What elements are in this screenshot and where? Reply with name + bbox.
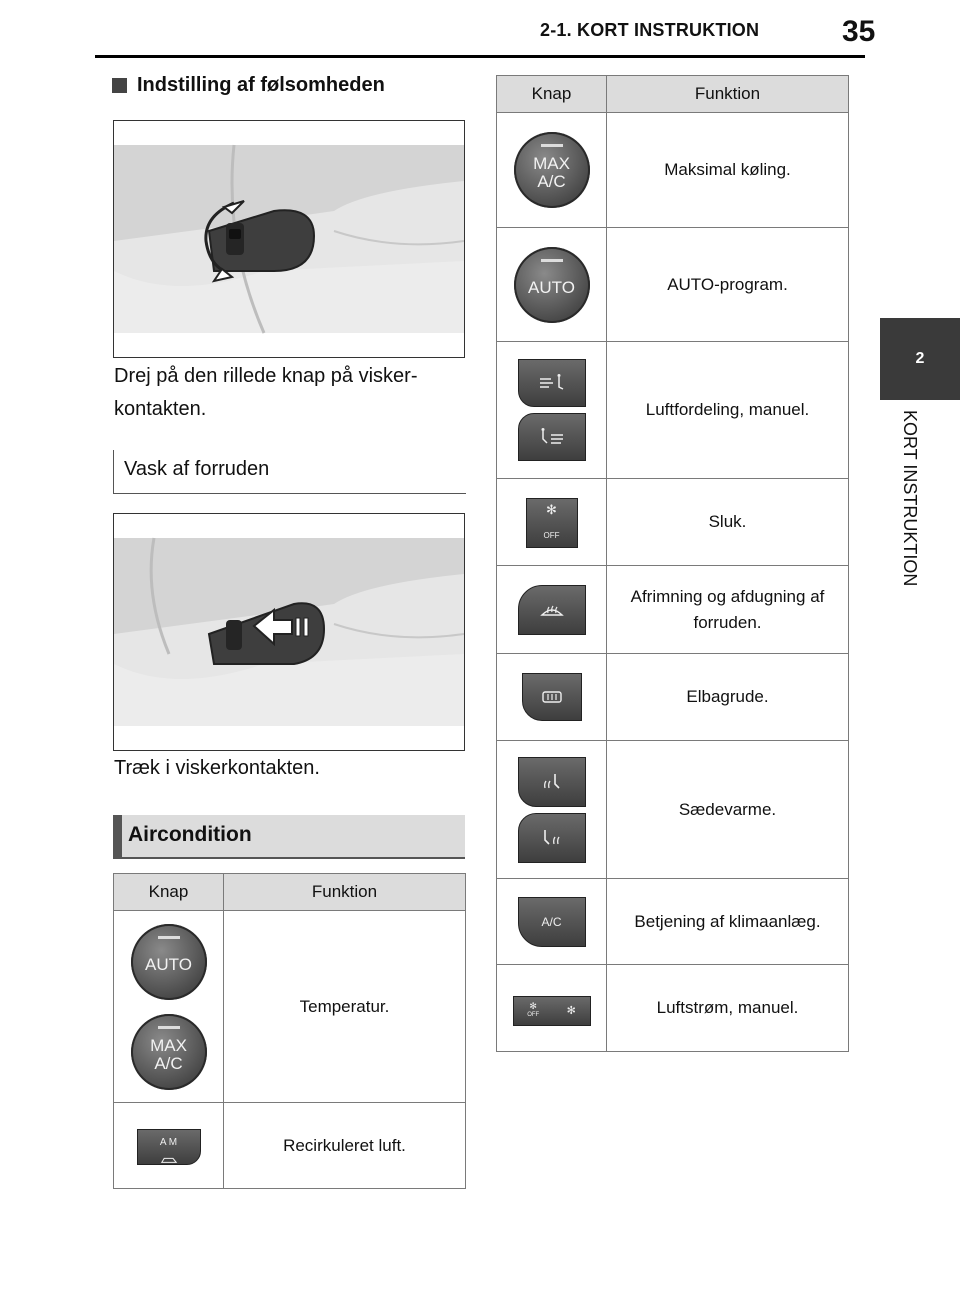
table-row <box>497 228 849 342</box>
wiper-knob-illustration <box>113 120 465 358</box>
air-distribution-icon <box>501 353 602 467</box>
car-icon <box>158 1156 180 1164</box>
instruction-rotate: Drej på den rillede knap på visker-kontakten. <box>114 365 418 420</box>
aircon-table-right <box>496 75 849 1052</box>
windshield-defrost-icon <box>518 585 586 635</box>
square-bullet-icon <box>112 78 127 93</box>
ac-button-icon <box>518 897 586 947</box>
table-row <box>497 654 849 741</box>
fan-off-button-icon <box>526 498 578 548</box>
wiper-knob-drawing <box>114 121 464 357</box>
max-ac-button-icon <box>131 1014 207 1090</box>
function-cell: Sluk. <box>607 479 849 566</box>
button-cell <box>497 566 607 654</box>
table-row <box>497 479 849 566</box>
section-header-text: Aircondition <box>128 823 252 846</box>
button-cell <box>497 342 607 479</box>
button-label: AUTO <box>145 954 192 974</box>
column-header-function: Funktion <box>224 874 466 911</box>
fan-icon: ✻ <box>546 502 557 517</box>
column-header-function: Funktion <box>607 76 849 113</box>
seat-heating-icon <box>501 751 602 869</box>
button-label: OFF <box>543 531 560 540</box>
wiper-pull-drawing <box>114 514 464 750</box>
subheading <box>112 74 385 97</box>
auto-button-icon <box>131 924 207 1000</box>
button-cell <box>497 654 607 741</box>
button-cell <box>497 879 607 965</box>
table-row <box>497 342 849 479</box>
seat-heating-left-icon <box>518 757 586 807</box>
button-label: OFF <box>527 1011 540 1018</box>
auto-button-icon <box>514 247 590 323</box>
column-header-button: Knap <box>497 76 607 113</box>
button-label: MAX A/C <box>533 154 570 191</box>
function-cell: Temperatur. <box>224 911 466 1103</box>
button-label: AUTO <box>528 277 575 297</box>
button-label: A/C <box>541 914 562 929</box>
recirculation-button-icon <box>137 1129 201 1165</box>
table-row <box>497 113 849 228</box>
chapter-number: 2 <box>915 350 925 367</box>
button-cell <box>497 228 607 342</box>
button-cell <box>114 911 224 1103</box>
table-row <box>497 879 849 965</box>
aircon-table-left <box>113 873 466 1189</box>
wiper-pull-illustration <box>113 513 465 751</box>
max-ac-button-icon <box>514 132 590 208</box>
header-rule <box>95 55 865 58</box>
table-row <box>114 1103 466 1189</box>
button-cell <box>497 479 607 566</box>
air-distribution-lower-icon <box>518 413 586 461</box>
air-distribution-upper-icon <box>518 359 586 407</box>
table-row <box>497 741 849 879</box>
column-header-button: Knap <box>114 874 224 911</box>
function-cell: Betjening af klimaanlæg. <box>607 879 849 965</box>
note-box <box>113 450 466 494</box>
table-row <box>114 911 466 1103</box>
chapter-number-tab <box>880 318 960 400</box>
function-cell: Elbagrude. <box>607 654 849 741</box>
button-cell <box>497 965 607 1052</box>
function-cell: Sædevarme. <box>607 741 849 879</box>
function-cell: AUTO-program. <box>607 228 849 342</box>
button-cell <box>497 113 607 228</box>
function-cell: Recirkuleret luft. <box>224 1103 466 1189</box>
table-row <box>497 566 849 654</box>
function-cell: Maksimal køling. <box>607 113 849 228</box>
rear-window-defrost-icon <box>522 673 582 721</box>
page-number: 35 <box>842 15 876 48</box>
section-title: 2-1. KORT INSTRUKTION <box>540 20 760 40</box>
fan-icon: ✻ <box>566 1004 576 1017</box>
section-header-aircondition <box>113 815 465 859</box>
button-cell <box>497 741 607 879</box>
button-label: MAX A/C <box>150 1035 187 1073</box>
note-text: Vask af forruden <box>124 458 270 480</box>
function-cell: Afrimning og afdugning af forruden. <box>607 566 849 654</box>
seat-heating-right-icon <box>518 813 586 863</box>
button-label: A M <box>159 1136 178 1148</box>
button-cell <box>114 1103 224 1189</box>
function-cell: Luftstrøm, manuel. <box>607 965 849 1052</box>
subheading-text: Indstilling af følsomheden <box>137 74 385 96</box>
chapter-label: KORT INSTRUKTION <box>900 410 920 587</box>
function-cell: Luftfordeling, manuel. <box>607 342 849 479</box>
fan-off-icon: ✻ OFF <box>527 1000 540 1018</box>
fan-speed-button-icon <box>513 996 591 1026</box>
instruction-pull: Træk i viskerkontakten. <box>114 757 320 779</box>
table-row <box>497 965 849 1052</box>
